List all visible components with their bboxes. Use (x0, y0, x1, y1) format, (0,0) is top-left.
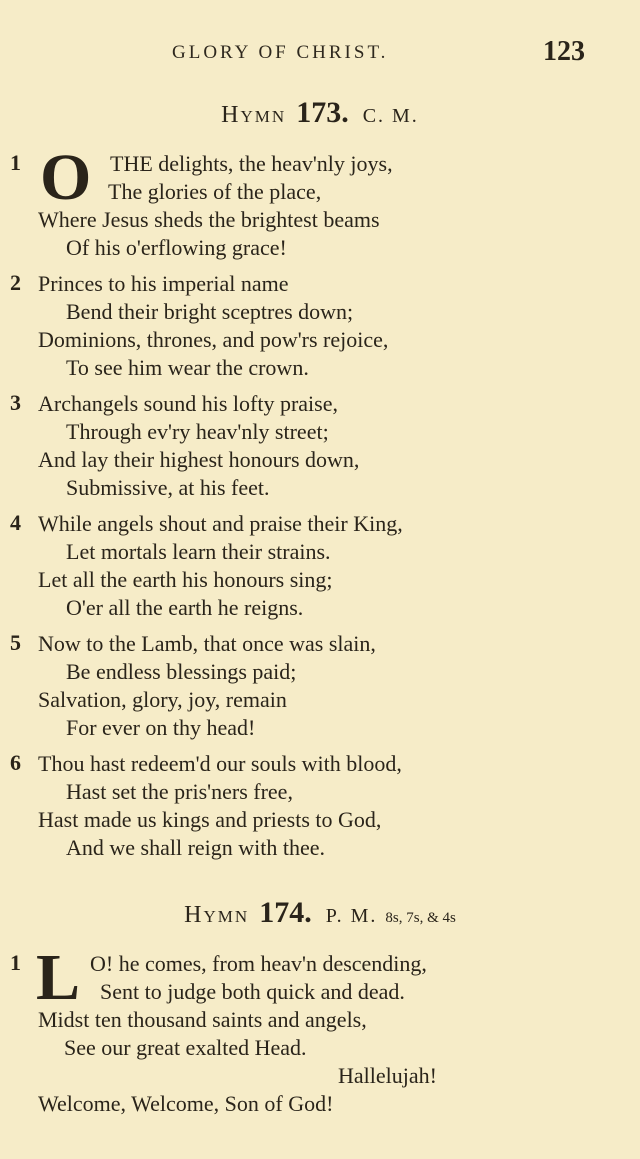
running-head (0, 36, 640, 76)
stanza-line: Through ev'ry heav'nly street; (66, 419, 329, 444)
stanza-line: Now to the Lamb, that once was slain, (38, 631, 376, 656)
hymn-word: Hymn (221, 102, 287, 128)
stanza-line: Hallelujah! (338, 1063, 437, 1088)
hymn-173-heading (0, 96, 640, 130)
stanza-line: Let mortals learn their strains. (66, 539, 331, 564)
stanza-number: 4 (10, 510, 21, 535)
stanza-line: The glories of the place, (108, 179, 322, 204)
stanza-line: Of his o'erflowing grace! (66, 235, 287, 260)
stanza-line: Dominions, thrones, and pow'rs rejoice, (38, 327, 389, 352)
stanza-line: For ever on thy head! (66, 715, 256, 740)
hymn-word: Hymn (184, 902, 250, 928)
stanza-line: THE delights, the heav'nly joys, (110, 151, 393, 176)
stanza-line: O'er all the earth he reigns. (66, 595, 304, 620)
stanza-line: See our great exalted Head. (64, 1035, 307, 1060)
stanza-line: To see him wear the crown. (66, 355, 309, 380)
stanza-line: Midst ten thousand saints and angels, (38, 1007, 367, 1032)
stanza-line: And we shall reign with thee. (66, 835, 326, 860)
stanza-line: Let all the earth his honours sing; (38, 567, 333, 592)
running-title: GLORY OF CHRIST. (172, 42, 389, 63)
stanza-line: Where Jesus sheds the brightest beams (38, 207, 380, 232)
stanza-line: Welcome, Welcome, Son of God! (38, 1091, 334, 1116)
hymn-meter-extra: 8s, 7s, & 4s (385, 910, 456, 926)
stanza-line: Princes to his imperial name (38, 271, 289, 296)
stanza-number: 3 (10, 390, 21, 415)
stanza-number: 1 (10, 150, 21, 175)
stanza-number: 1 (10, 950, 21, 975)
hymn-number: 174. (259, 896, 312, 929)
stanza-line: Hast made us kings and priests to God, (38, 807, 382, 832)
stanza-line: While angels shout and praise their King, (38, 511, 403, 536)
stanza-line: O! he comes, from heav'n descending, (90, 951, 427, 976)
hymn-meter: C. M. (362, 105, 419, 127)
stanza-line: Be endless blessings paid; (66, 659, 297, 684)
hymn-number: 173. (296, 96, 349, 129)
drop-cap: O (40, 141, 92, 214)
stanza-line: Bend their bright sceptres down; (66, 299, 354, 324)
stanza-line: Archangels sound his lofty praise, (38, 391, 338, 416)
stanza-line: Hast set the pris'ners free, (66, 779, 293, 804)
stanza-line: Sent to judge both quick and dead. (100, 979, 405, 1004)
hymn-meter: P. M. (325, 905, 378, 927)
stanza-line: And lay their highest honours down, (38, 447, 360, 472)
stanza-number: 6 (10, 750, 21, 775)
page-number: 123 (543, 36, 585, 67)
stanza-line: Thou hast redeem'd our souls with blood, (38, 751, 402, 776)
stanza-line: Salvation, glory, joy, remain (38, 687, 287, 712)
drop-cap: L (36, 941, 81, 1014)
stanza-number: 2 (10, 270, 21, 295)
hymn-174-heading (0, 896, 640, 930)
stanza-number: 5 (10, 630, 21, 655)
stanza-line: Submissive, at his feet. (66, 475, 270, 500)
